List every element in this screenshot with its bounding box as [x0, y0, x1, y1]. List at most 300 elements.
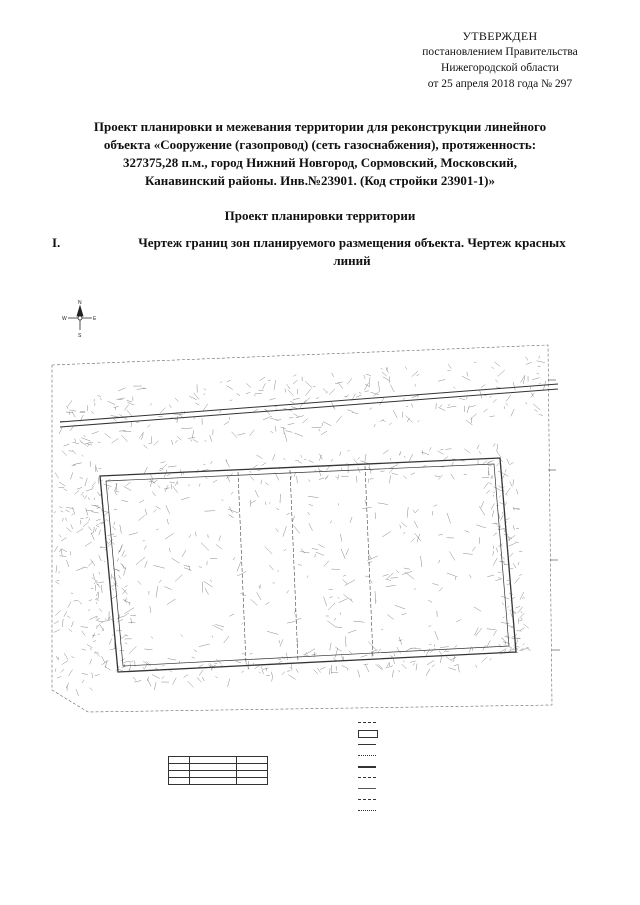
linework-stroke	[93, 640, 96, 642]
document-subtitle: Проект планировки территории	[224, 208, 416, 223]
linework-stroke	[133, 677, 136, 681]
linework-stroke	[173, 486, 178, 493]
compass-n: N	[78, 300, 82, 306]
linework-stroke	[226, 460, 230, 467]
linework-stroke	[57, 676, 61, 678]
linework-stroke	[249, 472, 251, 473]
linework-stroke	[482, 657, 487, 662]
linework-stroke	[229, 614, 234, 616]
linework-stroke	[59, 571, 60, 573]
linework-stroke	[504, 529, 506, 531]
linework-stroke	[89, 518, 90, 521]
linework-stroke	[347, 450, 349, 451]
approval-line-1: постановлением Правительства	[422, 46, 578, 58]
linework-stroke	[521, 618, 522, 620]
linework-stroke	[86, 508, 88, 515]
linework-stroke	[371, 392, 379, 395]
linework-stroke	[328, 603, 335, 610]
linework-stroke	[113, 526, 116, 530]
linework-stroke	[309, 523, 313, 531]
linework-stroke	[526, 357, 529, 361]
linework-stroke	[71, 593, 73, 594]
linework-stroke	[393, 670, 394, 678]
linework-stroke	[347, 410, 353, 412]
linework-stroke	[167, 474, 171, 476]
linework-stroke	[489, 396, 491, 398]
linework-stroke	[414, 589, 416, 590]
linework-stroke	[323, 389, 327, 392]
legend-row	[352, 751, 522, 762]
linework-stroke	[297, 476, 298, 483]
linework-stroke	[386, 585, 396, 586]
linework-stroke	[464, 449, 470, 453]
linework-stroke	[82, 631, 85, 636]
linework-stroke	[124, 405, 128, 411]
linework-stroke	[516, 640, 517, 645]
compass-e: E	[93, 316, 97, 322]
linework-stroke	[167, 519, 168, 524]
linework-stroke	[88, 497, 90, 500]
map-linework	[54, 356, 546, 696]
linework-stroke	[82, 680, 85, 683]
linework-stroke	[361, 461, 369, 464]
linework-stroke	[376, 664, 383, 669]
linework-stroke	[313, 386, 316, 387]
linework-stroke	[375, 513, 376, 519]
linework-stroke	[62, 661, 68, 665]
linework-stroke	[386, 367, 388, 372]
linework-stroke	[97, 653, 99, 654]
linework-stroke	[308, 576, 309, 578]
linework-stroke	[400, 525, 401, 529]
linework-stroke	[513, 649, 518, 650]
linework-stroke	[113, 588, 114, 590]
linework-stroke	[413, 510, 415, 513]
linework-stroke	[276, 508, 279, 509]
linework-stroke	[330, 643, 331, 651]
linework-stroke	[144, 445, 148, 449]
linework-stroke	[364, 378, 366, 379]
linework-stroke	[96, 519, 101, 521]
linework-stroke	[521, 611, 522, 613]
section-number: I.	[52, 235, 61, 250]
linework-stroke	[182, 550, 186, 557]
linework-stroke	[390, 385, 394, 392]
linework-stroke	[161, 462, 166, 464]
linework-stroke	[108, 616, 110, 619]
linework-stroke	[71, 524, 73, 529]
linework-stroke	[488, 461, 494, 463]
linework-stroke	[104, 561, 106, 562]
linework-stroke	[125, 643, 127, 644]
linework-stroke	[188, 438, 195, 439]
linework-stroke	[417, 374, 420, 376]
linework-stroke	[514, 507, 515, 510]
linework-stroke	[115, 408, 116, 411]
linework-stroke	[98, 582, 104, 583]
linework-stroke	[97, 592, 98, 596]
linework-stroke	[62, 518, 63, 521]
linework-stroke	[369, 408, 372, 410]
linework-stroke	[350, 517, 352, 523]
linework-stroke	[168, 659, 177, 661]
linework-stroke	[331, 569, 340, 570]
linework-stroke	[56, 656, 58, 659]
linework-stroke	[154, 682, 156, 690]
linework-stroke	[385, 666, 393, 668]
linework-stroke	[81, 627, 88, 628]
linework-stroke	[440, 449, 443, 450]
linework-stroke	[526, 362, 532, 364]
linework-stroke	[69, 629, 72, 632]
linework-stroke	[192, 430, 194, 438]
linework-stroke	[272, 454, 275, 461]
linework-stroke	[482, 477, 489, 478]
linework-stroke	[450, 551, 455, 560]
linework-stroke	[287, 513, 290, 515]
linework-stroke	[92, 482, 96, 486]
linework-stroke	[184, 565, 190, 567]
linework-stroke	[55, 669, 56, 672]
linework-stroke	[257, 592, 261, 600]
linework-stroke	[357, 476, 358, 482]
linework-stroke	[197, 677, 202, 682]
linework-stroke	[87, 405, 88, 411]
linework-stroke	[292, 516, 295, 522]
linework-stroke	[195, 403, 199, 405]
linework-stroke	[507, 459, 509, 464]
linework-stroke	[264, 409, 268, 411]
linework-stroke	[467, 372, 468, 377]
linework-stroke	[199, 644, 210, 647]
coordinate-grid	[168, 756, 268, 785]
linework-stroke	[199, 670, 203, 676]
linework-stroke	[138, 515, 145, 521]
linework-stroke	[470, 414, 476, 420]
linework-stroke	[67, 616, 70, 618]
linework-stroke	[331, 672, 338, 673]
approval-line-2: Нижегородской области	[441, 62, 559, 74]
linework-stroke	[258, 470, 261, 471]
linework-stroke	[87, 644, 92, 647]
linework-stroke	[97, 620, 103, 622]
linework-stroke	[215, 677, 217, 678]
linework-stroke	[479, 537, 480, 544]
linework-stroke	[432, 665, 435, 667]
linework-stroke	[97, 524, 99, 526]
linework-stroke	[76, 529, 83, 533]
linework-stroke	[99, 468, 102, 469]
linework-stroke	[274, 380, 276, 390]
linework-stroke	[503, 616, 505, 618]
linework-stroke	[501, 623, 509, 624]
linework-stroke	[476, 628, 482, 636]
linework-stroke	[233, 557, 235, 560]
linework-stroke	[380, 471, 384, 472]
linework-stroke	[508, 535, 515, 540]
linework-stroke	[493, 444, 495, 447]
linework-stroke	[395, 605, 405, 609]
linework-stroke	[298, 565, 302, 566]
linework-stroke	[312, 654, 317, 655]
linework-stroke	[89, 616, 97, 620]
linework-stroke	[309, 505, 313, 506]
linework-stroke	[492, 367, 494, 369]
linework-stroke	[435, 476, 441, 477]
linework-stroke	[56, 565, 57, 573]
linework-stroke	[479, 451, 481, 454]
linework-stroke	[487, 629, 496, 630]
linework-stroke	[295, 460, 298, 461]
linework-stroke	[121, 635, 127, 640]
linework-stroke	[80, 520, 81, 524]
linework-stroke	[539, 415, 543, 416]
linework-stroke	[409, 454, 413, 461]
linework-stroke	[85, 495, 87, 499]
linework-stroke	[513, 563, 516, 568]
linework-stroke	[502, 603, 503, 605]
linework-stroke	[278, 659, 281, 660]
linework-stroke	[92, 533, 93, 535]
linework-stroke	[305, 389, 311, 396]
linework-stroke	[219, 536, 221, 542]
linework-stroke	[366, 374, 371, 376]
linework-stroke	[403, 476, 407, 479]
linework-stroke	[114, 522, 115, 525]
linework-stroke	[498, 370, 505, 376]
linework-stroke	[74, 600, 79, 601]
linework-stroke	[459, 399, 465, 400]
linework-stroke	[54, 546, 58, 552]
linework-stroke	[491, 504, 494, 510]
linework-stroke	[514, 578, 519, 584]
linework-stroke	[210, 580, 212, 582]
legend-row	[352, 740, 522, 751]
linework-stroke	[75, 438, 76, 442]
linework-stroke	[493, 551, 494, 556]
linework-stroke	[116, 491, 119, 492]
linework-stroke	[159, 580, 161, 583]
linework-stroke	[325, 477, 328, 480]
linework-stroke	[131, 421, 132, 427]
linework-stroke	[171, 440, 173, 445]
linework-stroke	[193, 440, 198, 443]
linework-stroke	[150, 606, 151, 613]
linework-stroke	[59, 482, 65, 486]
linework-stroke	[432, 511, 433, 515]
linework-stroke	[255, 666, 260, 669]
linework-stroke	[82, 649, 86, 650]
linework-stroke	[308, 512, 310, 515]
linework-stroke	[250, 654, 253, 655]
linework-stroke	[383, 377, 389, 381]
linework-stroke	[204, 581, 213, 587]
linework-stroke	[334, 618, 336, 621]
linework-stroke	[486, 490, 490, 493]
linework-stroke	[282, 672, 285, 675]
linework-stroke	[345, 580, 356, 586]
linework-stroke	[456, 620, 461, 622]
linework-stroke	[191, 440, 192, 442]
linework-stroke	[108, 539, 114, 544]
linework-stroke	[301, 455, 302, 457]
linework-stroke	[322, 423, 323, 427]
linework-stroke	[495, 579, 500, 580]
linework-stroke	[372, 650, 378, 652]
linework-stroke	[526, 402, 528, 404]
linework-stroke	[319, 429, 320, 431]
linework-stroke	[465, 531, 470, 533]
linework-stroke	[469, 575, 471, 579]
linework-stroke	[96, 602, 97, 604]
linework-stroke	[413, 663, 415, 665]
linework-stroke	[327, 621, 336, 627]
linework-stroke	[364, 375, 366, 377]
linework-stroke	[128, 622, 135, 623]
linework-stroke	[520, 613, 525, 618]
linework-stroke	[507, 580, 509, 581]
linework-stroke	[91, 512, 98, 513]
linework-stroke	[294, 398, 300, 399]
linework-stroke	[439, 560, 440, 563]
linework-stroke	[368, 562, 372, 564]
linework-stroke	[472, 547, 475, 551]
linework-stroke	[403, 661, 405, 663]
linework-stroke	[414, 521, 418, 528]
linework-stroke	[100, 547, 102, 548]
linework-stroke	[61, 511, 64, 512]
linework-stroke	[502, 512, 503, 514]
linework-stroke	[506, 494, 508, 495]
linework-stroke	[415, 509, 419, 513]
linework-stroke	[258, 390, 263, 391]
linework-stroke	[263, 668, 268, 670]
linework-stroke	[231, 517, 234, 518]
linework-stroke	[406, 416, 413, 423]
linework-stroke	[422, 451, 423, 455]
linework-stroke	[382, 532, 391, 537]
linework-stroke	[59, 427, 62, 434]
linework-stroke	[73, 463, 79, 464]
linework-stroke	[251, 599, 258, 605]
linework-stroke	[228, 509, 239, 513]
title-line-3: 327375,28 п.м., город Нижний Новгород, Сормовский, Московский,	[123, 155, 517, 170]
table-row	[169, 771, 268, 778]
linework-stroke	[54, 630, 60, 633]
linework-stroke	[242, 654, 245, 655]
linework-stroke	[122, 590, 126, 595]
linework-stroke	[69, 670, 73, 676]
linework-stroke	[177, 416, 178, 423]
linework-stroke	[127, 410, 132, 416]
linework-stroke	[530, 387, 531, 389]
linework-stroke	[158, 486, 161, 488]
linework-stroke	[513, 508, 520, 509]
linework-stroke	[95, 528, 96, 532]
linework-stroke	[326, 466, 329, 470]
linework-stroke	[92, 578, 98, 582]
linework-stroke	[539, 356, 540, 359]
linework-stroke	[474, 607, 481, 611]
linework-stroke	[104, 484, 112, 486]
linework-stroke	[491, 476, 493, 478]
linework-stroke	[294, 525, 300, 533]
linework-stroke	[114, 406, 119, 408]
linework-stroke	[60, 549, 62, 552]
linework-stroke	[203, 464, 205, 465]
linework-stroke	[175, 481, 178, 486]
linework-stroke	[277, 571, 279, 572]
linework-stroke	[319, 478, 325, 480]
linework-stroke	[440, 647, 449, 648]
linework-stroke	[86, 489, 93, 491]
linework-stroke	[394, 653, 395, 656]
linework-stroke	[97, 618, 100, 619]
linework-stroke	[144, 649, 152, 650]
linework-stroke	[284, 427, 285, 434]
linework-stroke	[335, 648, 337, 657]
linework-stroke	[506, 403, 508, 405]
linework-stroke	[125, 586, 128, 588]
linework-stroke	[340, 452, 341, 456]
linework-stroke	[237, 433, 245, 435]
linework-stroke	[102, 660, 109, 665]
linework-stroke	[68, 602, 71, 608]
linework-stroke	[285, 431, 292, 433]
section-title-line-2: линий	[333, 253, 371, 268]
linework-stroke	[86, 517, 88, 518]
table-row	[169, 764, 268, 771]
linework-stroke	[284, 549, 286, 551]
linework-stroke	[59, 556, 66, 557]
linework-stroke	[272, 675, 273, 682]
linework-stroke	[402, 523, 407, 528]
linework-stroke	[390, 458, 391, 460]
linework-stroke	[79, 601, 82, 604]
linework-stroke	[315, 554, 316, 557]
title-line-1: Проект планировки и межевания территории для реконструкции линейного	[93, 119, 547, 134]
linework-stroke	[93, 573, 95, 578]
linework-stroke	[495, 533, 497, 534]
linework-stroke	[78, 463, 82, 464]
linework-stroke	[92, 676, 93, 678]
linework-stroke	[156, 506, 161, 509]
linework-stroke	[147, 679, 151, 687]
linework-stroke	[348, 630, 357, 633]
linework-stroke	[85, 542, 92, 546]
linework-stroke	[397, 647, 401, 653]
linework-stroke	[184, 428, 193, 429]
linework-stroke	[124, 555, 127, 558]
linework-stroke	[151, 637, 152, 639]
linework-stroke	[496, 548, 498, 553]
linework-stroke	[205, 478, 207, 479]
linework-stroke	[426, 649, 430, 657]
linework-stroke	[453, 387, 455, 389]
linework-stroke	[490, 416, 495, 417]
linework-stroke	[172, 558, 180, 563]
linework-stroke	[262, 667, 264, 675]
road-line	[60, 384, 558, 427]
linework-stroke	[445, 449, 451, 450]
linework-stroke	[99, 530, 101, 535]
linework-stroke	[205, 511, 216, 512]
linework-stroke	[62, 619, 63, 627]
linework-stroke	[227, 386, 233, 390]
linework-stroke	[518, 607, 523, 613]
linework-stroke	[339, 598, 348, 602]
linework-stroke	[70, 472, 72, 479]
